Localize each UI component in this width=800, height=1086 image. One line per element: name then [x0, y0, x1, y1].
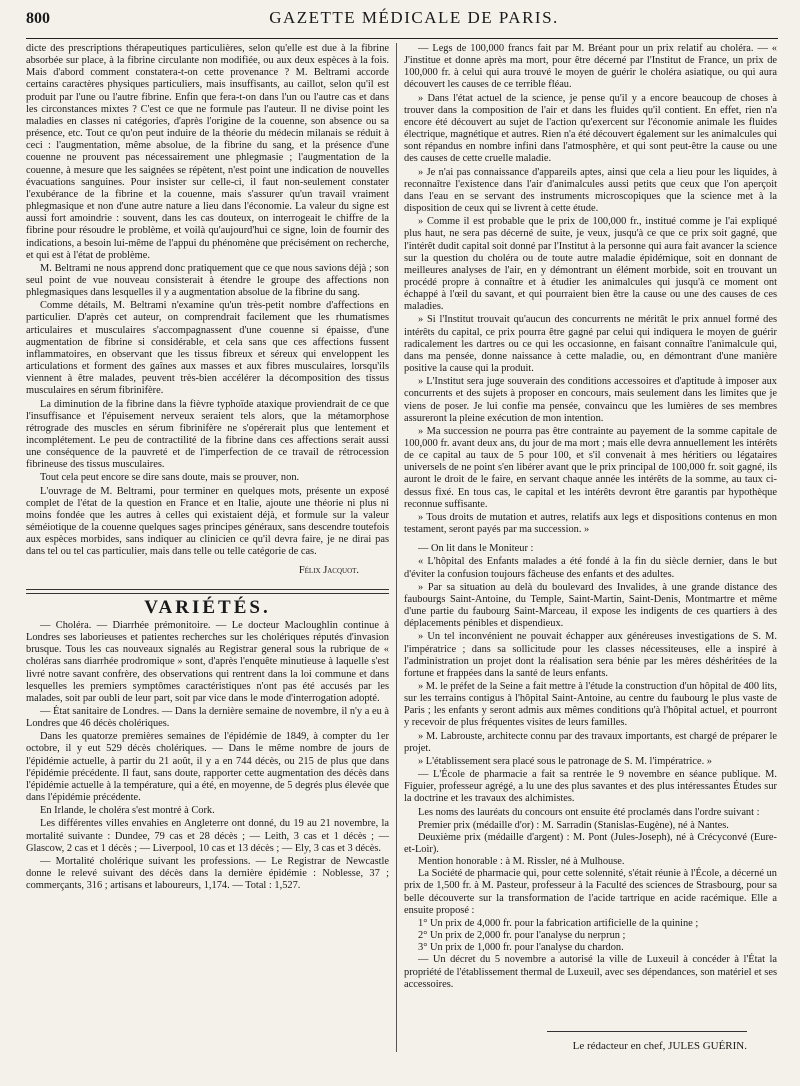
paragraph: dicte des prescriptions thérapeutiques particulières, selon qu'elle est due à la fibrine absorbée sur place, à la fibrine circulante non modifiée, ou aux deux espèces à la fois. Mais d'abord comment constatera-t-on cette provenance ? M. Beltrami accorde certains caractères physiques particuliers, mais insuffisants, au caillot, selon qu'il est produit par l'une ou l'autre fibrine. Enfin que fera-t-on dans l'un ou l'autre cas et dans les circonstances mixtes ? C'est ce que ne formule pas l'auteur. Il ne divise point les maladies en classes ni catégories, d'après l'origine de la couenne, son absence ou sa présence, etc. Tout ce qu'on peut induire de la théorie du médecin milanais se réduit à ceci : l'augmentation, même absolue, de la fibrine du sang, et la présence d'une couenne ne prouvent pas nécessairement une phlegmasie ; l'augmentation de la couenne, à mesure que les saignées se répètent, n'est point une indication de nouvelles évacuations sanguines. Pour insister sur celle-ci, il faut non-seulement constater l'exubérance de la fibrine et la couenne, mais s'assurer qu'un travail vraiment phlegmasique et non d'une autre nature a lieu dans l'économie. La valeur du signe est aussi fort amoindrie : souvent, dans les cas douteux, on interrogeait le chiffre de la fibrine pour résoudre le problème, et voilà qu'aujourd'hui ce signe, loin de fournir des indications, a besoin lui-même de l'appui du phénomène que précisément on recherche, et qui est à l'état de problème. — [26, 43, 389, 261]
paragraph: » Je n'ai pas connaissance d'appareils aptes, ainsi que cela a lieu pour les liquides, à reconnaître l'existence dans l'air d'animalcules aussi petits que ceux que l'on aperçoit dans l'eau en se servant des instruments microscopiques que la science met à la disposition de ceux qui se livrent à cette étude. — [404, 166, 777, 215]
paragraph: Les noms des lauréats du concours ont ensuite été proclamés dans l'ordre suivant : — [418, 806, 760, 818]
page-number: 800 — [26, 10, 50, 27]
paragraph: » Tous droits de mutation et autres, relatifs aux legs et dispositions contenus en mon testament, seront payés par ma succession. » — [404, 511, 777, 536]
news-item: — Legs de 100,000 francs fait par M. Bréant pour un prix relatif au choléra. — « J'institue et donne après ma mort, pour être décerné par l'Institut de France, un prix de 100,000 fr. à celui qui aura trouvé le moyen de guérir le choléra asiatique, ou qui aura découvert les causes de ce terrible fléau. — [404, 43, 777, 91]
paragraph: » Ma succession ne pourra pas être contrainte au payement de la somme capitale de 100,000 fr. avant deux ans, du jour de ma mort ; mais elle devra annuellement les intérêts de ce capital au taux de 5 pour 100, et s'il convenait à mes héritiers ou légataires universels de ne point s'en libérer avant que le prix principal de 100,000 fr. soit gagné, ils auront le droit de le faire, en servant chaque année les intérêts de la somme, au taux ci-dessus fixé. En tous cas, le capital et les intérêts devront être garantis par hypothèque reconnue suffisante. — [404, 425, 777, 510]
paragraph: » M. Labrouste, architecte connu par des travaux importants, est chargé de préparer le projet. — [404, 730, 777, 754]
list-item: Premier prix (médaille d'or) : M. Sarradin (Stanislas-Eugène), né à Nantes. — [418, 819, 729, 831]
page-header — [26, 8, 778, 39]
proposed-prizes — [404, 918, 777, 954]
news-item: — État sanitaire de Londres. — Dans la dernière semaine de novembre, il n'y a eu à Londres que 46 décès cholériques. — [26, 705, 389, 730]
divider — [26, 589, 389, 590]
paragraph: L'ouvrage de M. Beltrami, pour terminer en quelques mots, présente un exposé complet de l'état de la question en France et en Italie, ajoute une théorie ni plus ni moins fondée que les autres à celles qui existaient déjà, et formule sur la valeur séméiotique de la couenne quelques sages principes généraux, sans descendre toutefois aux espèces morbides, sans indiquer au clinicien ce qu'il devra faire, je ne dirai pas dans tel ou tel cas particulier, mais dans telle ou telle catégorie de cas. — [26, 485, 389, 558]
paragraph: M. Beltrami ne nous apprend donc pratiquement que ce que nous savions déjà ; son seul point de vue nouveau consisterait à étendre le groupe des affections non phlegmasiques dans lesquelles il y a augmentation absolue de la fibrine du sang. — [26, 262, 389, 299]
list-item: 1° Un prix de 4,000 fr. pour la fabrication artificielle de la quinine ; — [418, 917, 699, 929]
news-item: — On lit dans le Moniteur : — [418, 543, 534, 555]
paragraph: » Si l'Institut trouvait qu'aucun des concurrents ne méritât le prix annuel formé des intérêts du capital, ce prix pourra être gagné par celui qui indiquera le moyen de guérir radicalement les dartres ou ce qui les occasionne, en faisant connaître l'animalcule qui, dans ma pensée, donne naissance à cette maladie, ou, en démontrant d'une manière positive la cause qui la produit. — [404, 314, 777, 375]
news-item: Les différentes villes envahies en Angleterre ont donné, du 19 au 21 novembre, la mortalité suivante : Dundee, 79 cas et 28 décès ; — Leith, 3 cas et 1 décès ; — Glascow, 2 cas et 1 décès ; — Liverpool, 10 cas et 13 décès ; — Ely, 3 cas et 3 décès. — [26, 818, 389, 854]
paragraph: » Par sa situation au delà du boulevard des Invalides, à une grande distance des faubourgs Saint-Antoine, du Temple, Saint-Martin, Saint-Denis, Montmartre et même d'une partie du faubourg Saint-Marceau, il expose les indigents de ces quartiers à des déplacements pénibles et dispendieux. — [404, 581, 777, 630]
paragraph: La Société de pharmacie qui, pour cette solennité, s'était réunie à l'École, a décerné un prix de 1,500 fr. à M. Pasteur, professeur à la Faculté des sciences de Strasbourg, pour sa belle découverte sur la transformation de l'acide tartrique en acide racémique. Elle a ensuite proposé : — [404, 868, 777, 916]
journal-title: GAZETTE MÉDICALE DE PARIS. — [269, 8, 559, 27]
left-column — [26, 43, 397, 1052]
paragraph: Tout cela peut encore se dire sans doute, mais se prouver, non. — [40, 472, 300, 484]
paragraph: Comme détails, M. Beltrami n'examine qu'un très-petit nombre d'affections en particulier. D'après cet auteur, on comprendrait facilement que les rhumatismes articulaires et musculaires s'accompagnassent d'une couenne si épaisse, d'une augmentation de fibrine si considérable, et cela sans que ces affections fussent inflammatoires, en observant que les tissus fibreux et séreux qui enveloppent les articulations et forment des gaînes aux masses et aux fibres musculaires, lorsqu'ils viennent à être malades, peuvent très-bien accélérer la décomposition des tissus musculaires en sérum fibrinifère. — [26, 300, 389, 397]
prize-list — [404, 820, 777, 869]
news-item: — Choléra. — Diarrhée prémonitoire. — Le docteur Macloughlin continue à Londres ses laborieuses et patientes recherches sur les cholériques réputés d'invasion brusque. Tous les cas nouveaux signalés au Registrar general sous la rubrique de « choléras sans diarrhée prodromique » sont, d'après l'enquête minutieuse à laquelle s'est livré notre savant confrère, des observations qui rentrent dans la loi commune et dans lesquelles les premiers symptômes caractéristiques n'ont pas été accusés par les malades, soit par oubli de leur part, soit par vice dans le mode d'interrogation adopté. — [26, 619, 389, 704]
editor-signature: Le rédacteur en chef, JULES GUÉRIN. — [572, 1039, 747, 1052]
news-item: En Irlande, le choléra s'est montré à Cork. — [40, 805, 215, 817]
paragraph: La diminution de la fibrine dans la fièvre typhoïde ataxique proviendrait de ce que l'insuffisance et l'épuisement nerveux seraient tels alors, que la métamorphose rétrograde des muscles en sérum fibrinifère ne s'opérerait plus que lentement et incomplétement. Le peu de contractilité de la fibrine dans ces affections serait aussi une conséquence de la pauvreté et de l'imperfection de ce travail de rétrocession fibrineuse des tissus musculaires. — [26, 398, 389, 471]
paragraph: » Un tel inconvénient ne pouvait échapper aux généreuses investigations de S. M. l'impératrice ; dans sa sollicitude pour les classes nécessiteuses, elle a inspiré à l'administration un projet dont la réalisation sera bénie par les mères déshéritées de la fortune et frappées dans la santé de leurs enfants. — [404, 631, 777, 679]
list-item: 3° Un prix de 1,000 fr. pour l'analyse du chardon. — [418, 942, 624, 954]
list-item: Deuxième prix (médaille d'argent) : M. Pont (Jules-Joseph), né à Crécyconvé (Eure-et-Loir). — [404, 831, 777, 855]
news-item: — Mortalité cholérique suivant les professions. — Le Registrar de Newcastle donne le relevé suivant des décès dans la dernière épidémie : Noblesse, 37 ; commerçants, 316 ; artisans et laboureurs, 1,174. — Total : 1,527. — [26, 855, 389, 892]
section-heading: VARIÉTÉS. — [144, 596, 271, 618]
editor-signature-block — [404, 1031, 777, 1052]
author-signature: Félix Jacquot. — [298, 564, 359, 576]
news-item: Dans les quatorze premières semaines de l'épidémie de 1849, à compter du 1er octobre, il y eut 529 décès cholériques. — Dans le même nombre de jours de l'épidémie actuelle, à partir du 21 août, il y a en 744 décès, ou 215 de plus que dans l'épidémie précédente. Il faut, sans doute, rapporter cette augmentation des décès dans l'épidémie actuelle à la température, qui a été, en moyenne, de 5 degrés plus élevée que dans l'épidémie précédente. — [26, 731, 389, 804]
paragraph: » L'Institut sera juge souverain des conditions accessoires et d'aptitude à imposer aux concurrents et des sujets à proposer en concours, mais seulement dans les limites que je viens de poser. Je lui confie ma pensée, convaincu que les lumières de ses membres assureront la pleine exécution de mon intention. — [404, 376, 777, 424]
paragraph: » Comme il est probable que le prix de 100,000 fr., institué comme je l'ai expliqué plus haut, ne sera pas décerné de suite, je veux, jusqu'à ce que ce prix soit gagné, que l'intérêt dudit capital soit donné par l'Institut à la personne qui aura fait avancer la science sur la question du choléra ou de toute autre maladie épidémique, soit en donnant de meilleures analyses de l'air, en y démontrant un élément morbide, soit en trouvant un procédé propre à connaître et à étudier les animalcules qui jusqu'à ce moment ont échappé à l'œil du savant, et qui pourraient bien être la cause ou une des causes de ces maladies. — [404, 216, 777, 313]
divider — [26, 593, 389, 594]
paragraph: » Dans l'état actuel de la science, je pense qu'il y a encore beaucoup de choses à trouver dans la composition de l'air et dans les fluides qu'il contient. En effet, rien n'a encore été découvert au sujet de l'action qu'exercent sur l'économie animale les fluides électrique, magnétique et autres. Rien n'a été découvert également sur les animalcules qui sont répandus en nombre infini dans l'atmosphère, et qui sont peut-être la cause ou une des causes de cette cruelle maladie. — [404, 92, 777, 165]
columns — [26, 43, 778, 1052]
list-item: Mention honorable : à M. Rissler, né à Mulhouse. — [418, 856, 625, 868]
paragraph: » M. le préfet de la Seine a fait mettre à l'étude la construction d'un hôpital de 400 lits, sur les terrains contigus à l'hôpital Saint-Antoine, au centre du faubourg le plus vaste de Paris ; les enfants y seront admis aux mêmes conditions qu'à l'hôpital actuel, et pourront y recevoir de plus fréquentes visites de leurs familles. — [404, 680, 777, 729]
paragraph: « L'hôpital des Enfants malades a été fondé à la fin du siècle dernier, dans le but d'éviter la confusion toujours fâcheuse des enfants et des adultes. — [404, 556, 777, 580]
divider — [547, 1031, 747, 1032]
news-item: — L'École de pharmacie a fait sa rentrée le 9 novembre en séance publique. M. Figuier, professeur agrégé, a lu une des plus savantes et des plus intéressantes Études sur la doctrine et les travaux des alchimistes. — [404, 769, 777, 805]
right-column — [397, 43, 777, 1052]
paragraph: » L'établissement sera placé sous le patronage de S. M. l'impératrice. » — [418, 755, 713, 767]
list-item: 2° Un prix de 2,000 fr. pour l'analyse du nerprun ; — [418, 930, 626, 942]
news-item: — Un décret du 5 novembre a autorisé la ville de Luxeuil à concéder à l'État la propriété de l'établissement thermal de Luxeuil, avec ses dépendances, son matériel et ses accessoires. — [404, 954, 777, 990]
